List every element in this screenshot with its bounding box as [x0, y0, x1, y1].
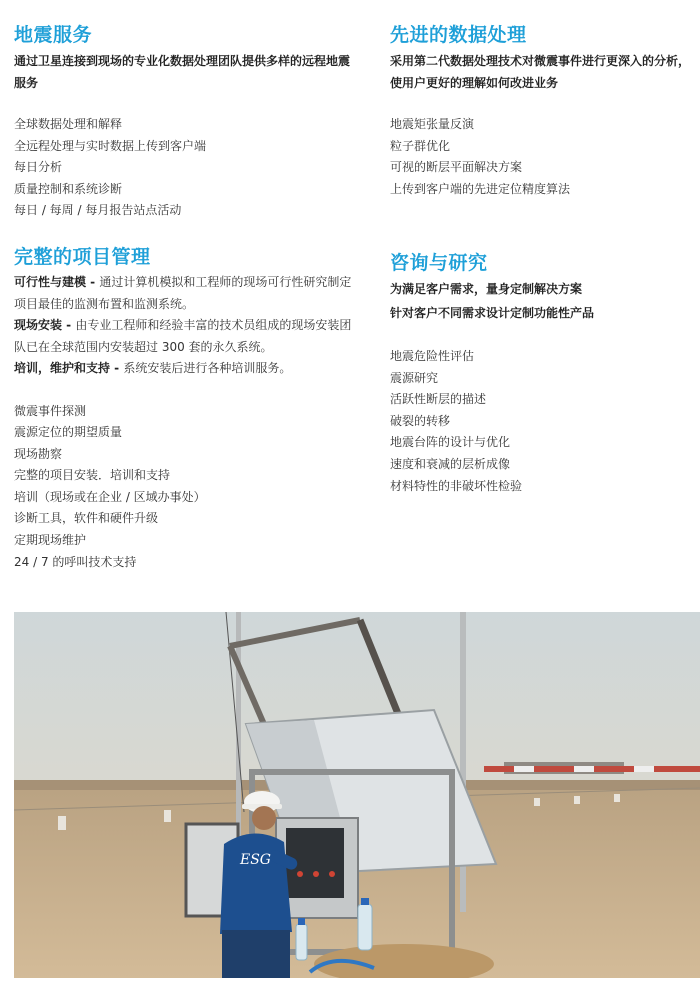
consulting-lead-1: 为满足客户需求，量身定制解决方案	[390, 282, 583, 296]
seismic-services-section	[14, 22, 354, 222]
bottle-cap	[361, 898, 369, 905]
seismic-services-title: 地震服务	[14, 24, 93, 46]
technician-head	[252, 806, 276, 830]
list-item: 上传到客户端的先进定位精度算法	[390, 181, 571, 196]
list-item: 活跃性断层的描述	[390, 392, 487, 407]
feasibility-text: 通过计算机模拟和工程师的现场可行性研究制定项目最佳的监测布置和监测系统。	[14, 275, 352, 311]
advanced-processing-section	[390, 22, 690, 200]
distant-barrier-white	[514, 766, 534, 772]
list-item: 地震台阵的设计与优化	[390, 435, 511, 450]
water-bottle	[358, 904, 372, 950]
advanced-processing-list	[390, 114, 690, 200]
project-management-section	[14, 244, 354, 573]
list-item: 破裂的转移	[390, 413, 451, 428]
list-item: 速度和衰减的层析成像	[390, 456, 511, 471]
seismic-services-list	[14, 114, 354, 222]
list-item: 微震事件探测	[14, 403, 87, 418]
advanced-processing-title: 先进的数据处理	[390, 24, 527, 46]
consulting-section	[390, 250, 690, 497]
distant-barrier-white	[574, 766, 594, 772]
list-item: 地震危险性评估	[390, 349, 475, 363]
list-item: 震源定位的期望质量	[14, 425, 123, 440]
list-item: 震源研究	[390, 370, 439, 385]
installation-label: 现场安装 -	[14, 318, 76, 332]
seismic-services-lead: 通过卫星连接到现场的专业化数据处理团队提供多样的远程地震服务	[14, 54, 351, 90]
technician-shirt	[220, 833, 292, 934]
installation-paragraph	[14, 315, 354, 358]
consulting-title: 咨询与研究	[390, 252, 488, 274]
technician-trousers	[222, 930, 290, 978]
list-item: 地震矩张量反演	[390, 117, 475, 131]
list-item: 培训（现场或在企业 / 区域办事处）	[14, 489, 206, 504]
feasibility-paragraph	[14, 272, 354, 315]
installation-text: 由专业工程师和经验丰富的技术员组成的现场安装团队已在全球范围内安装超过 300 套的永久系统。	[14, 318, 352, 354]
training-text: 系统安装后进行各种培训服务。	[123, 361, 292, 375]
list-item: 诊断工具，软件和硬件升级	[14, 511, 159, 526]
list-item: 可视的断层平面解决方案	[390, 160, 523, 175]
field-installation-photo	[14, 612, 700, 978]
project-management-list	[14, 401, 354, 574]
list-item: 完整的项目安装．培训和支持	[14, 468, 171, 483]
list-item: 现场勘察	[14, 446, 63, 461]
list-item: 质量控制和系统诊断	[14, 181, 123, 196]
list-item: 全球数据处理和解释	[14, 117, 123, 131]
water-bottle	[296, 924, 307, 960]
project-management-title: 完整的项目管理	[14, 246, 151, 268]
training-paragraph	[14, 358, 354, 380]
distant-barrier-white	[634, 766, 654, 772]
consulting-list	[390, 346, 690, 497]
shirt-logo: ESG	[240, 852, 271, 868]
list-item: 粒子群优化	[390, 138, 451, 153]
list-item: 每日 / 每周 / 每月报告站点活动	[14, 203, 182, 218]
field-scene-illustration	[14, 612, 700, 978]
advanced-processing-lead: 采用第二代数据处理技术对微震事件进行更深入的分析，使用户更好的理解如何改进业务	[390, 54, 691, 90]
list-item: 定期现场维护	[14, 533, 87, 548]
feasibility-label: 可行性与建模 -	[14, 275, 100, 289]
mast-pole	[460, 612, 466, 912]
bottle-cap	[298, 918, 305, 925]
consulting-lead-2: 针对客户不同需求设计定制功能性产品	[390, 306, 595, 320]
list-item: 全远程处理与实时数据上传到客户端	[14, 138, 207, 153]
training-label: 培训，维护和支持 -	[14, 361, 124, 375]
list-item: 材料特性的非破坏性检验	[390, 478, 523, 493]
list-item: 每日分析	[14, 160, 63, 175]
list-item: 24 / 7 的呼叫技术支持	[14, 554, 137, 569]
